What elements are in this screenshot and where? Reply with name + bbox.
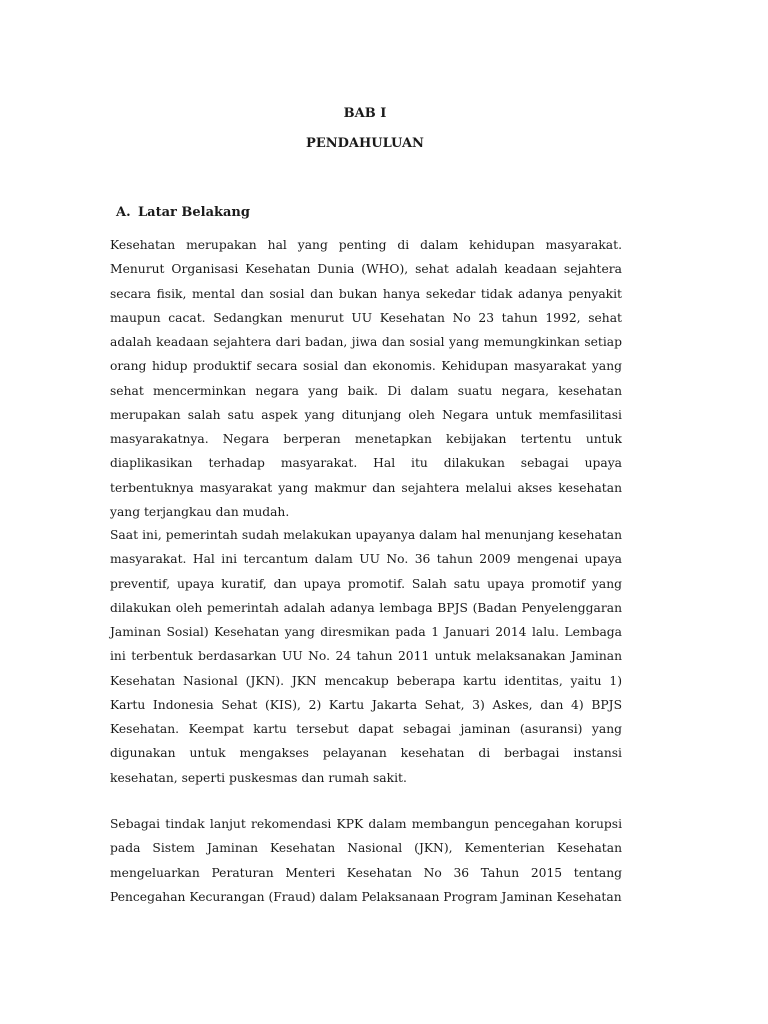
body-paragraph-2: Saat ini, pemerintah sudah melakukan upayanya dalam hal menunjang kesehatan masyarakat. Hal ini tercantum dalam UU No. 36 tahun 2009 mengenai upaya preventif, upaya kuratif, dan upaya promotif. Salah satu upaya promotif yang dilakukan oleh pemerintah adalah adanya lembaga BPJS (Badan Penyelenggaran Jaminan Sosial) Kesehatan yang diresmikan pada 1 Januari 2014 lalu. Lembaga ini terbentuk berdasarkan UU No. 24 tahun 2011 untuk melaksanakan Jaminan Kesehatan Nasional (JKN). JKN mencakup beberapa kartu identitas, yaitu 1) Kartu Indonesia Sehat (KIS), 2) Kartu Jakarta Sehat, 3) Askes, dan 4) BPJS Kesehatan. Keempat kartu tersebut dapat sebagai jaminan (asuransi) yang digunakan untuk mengakses pelayanan kesehatan di berbagai instansi kesehatan, seperti puskesmas dan rumah sakit. (110, 528, 622, 785)
chapter-title: PENDAHULUAN (306, 136, 424, 151)
body-paragraph-3: Sebagai tindak lanjut rekomendasi KPK dalam membangun pencegahan korupsi pada Sistem Jaminan Kesehatan Nasional (JKN), Kementerian Kesehatan mengeluarkan Peraturan Menteri Kesehatan No 36 Tahun 2015 tentang Pencegahan Kecurangan (Fraud) dalam Pelaksanaan Program Jaminan Kesehatan (110, 817, 622, 904)
section-heading (116, 203, 250, 223)
body-paragraph-1: Kesehatan merupakan hal yang penting di dalam kehidupan masyarakat. Menurut Organisasi Kesehatan Dunia (WHO), sehat adalah keadaan sejahtera secara fisik, mental dan sosial dan bukan hanya sekedar tidak adanya penyakit maupun cacat. Sedangkan menurut UU Kesehatan No 23 tahun 1992, sehat adalah keadaan sejahtera dari badan, jiwa dan sosial yang memungkinkan setiap orang hidup produktif secara sosial dan ekonomis. Kehidupan masyarakat yang sehat mencerminkan negara yang baik. Di dalam suatu negara, kesehatan merupakan salah satu aspek yang ditunjang oleh Negara untuk memfasilitasi masyarakatnya. Negara berperan menetapkan kebijakan tertentu untuk diaplikasikan terhadap masyarakat. Hal itu dilakukan sebagai upaya terbentuknya masyarakat yang makmur dan sejahtera melalui akses kesehatan yang terjangkau dan mudah. (110, 238, 622, 519)
section-title: Latar Belakang (138, 205, 250, 220)
section-number: A. (116, 205, 131, 220)
chapter-number: BAB I (343, 106, 387, 121)
